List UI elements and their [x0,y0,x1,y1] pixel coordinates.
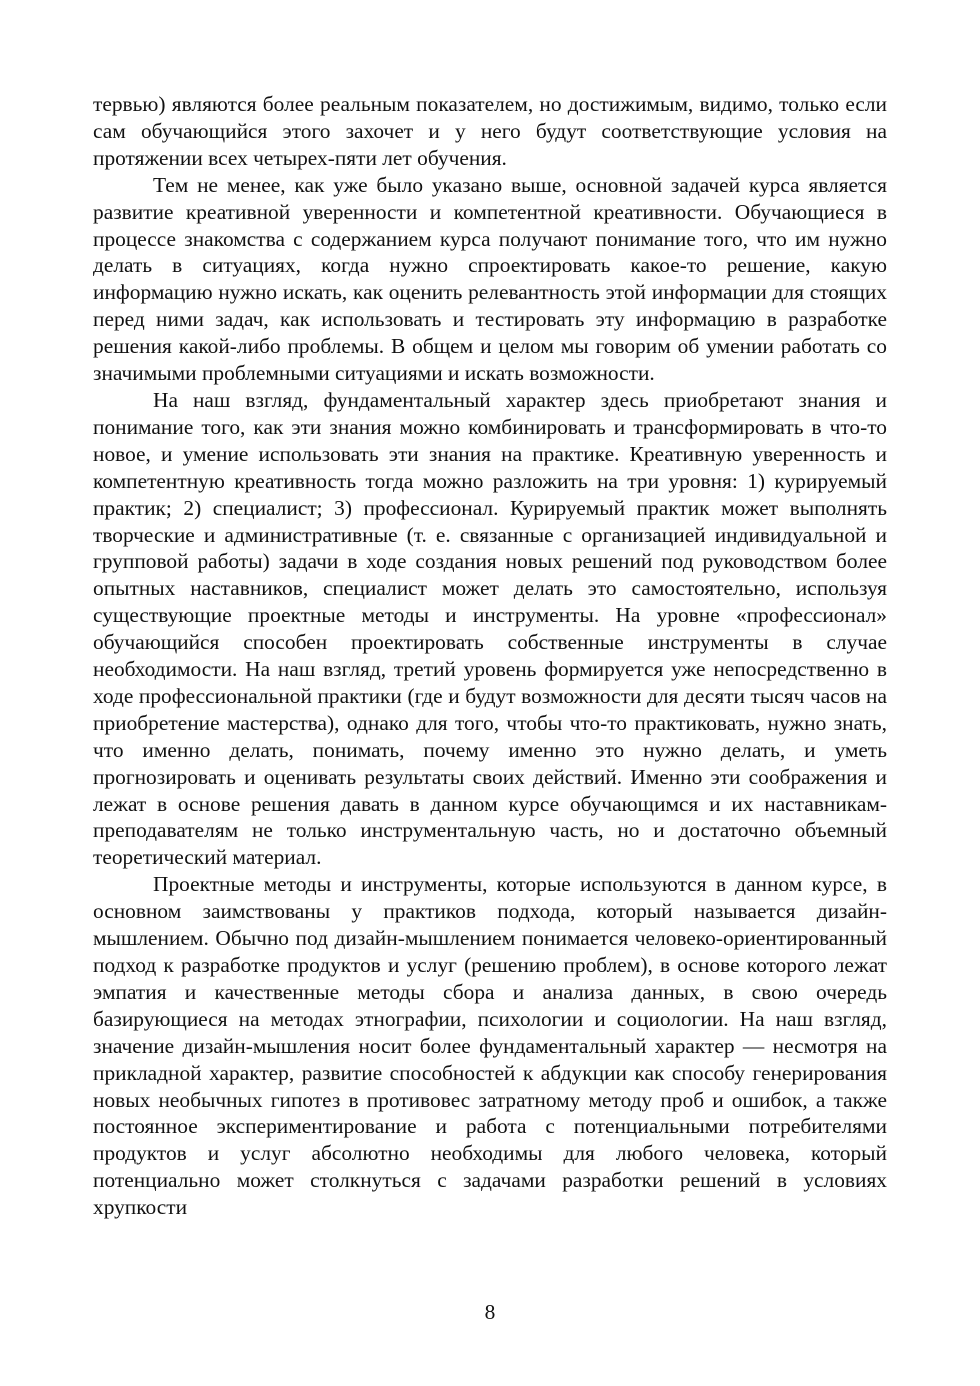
document-body [93,91,887,1221]
paragraph-3: На наш взгляд, фундаментальный характер здесь приобретают знания и понимание того, как эти знания можно комбинировать и трансформировать в что-то новое, и умение использовать эти знания на практике. Креативную уверенность и компетентную креативность тогда можно разложить на три уровня: 1) курируемый практик; 2) специалист; 3) профессионал. Курируемый практик может выполнять творческие и административные (т. е. связанные с организацией индивидуальной и групповой работы) задачи в ходе создания новых решений под руководством более опытных наставников, специалист может делать это самостоятельно, используя существующие проектные методы и инструменты. На уровне «профессионал» обучающийся способен проектировать собственные инструменты в случае необходимости. На наш взгляд, третий уровень формируется уже непосредственно в ходе профессиональной практики (где и будут возможности для десяти тысяч часов на приобретение мастерства), однако для того, чтобы что-то практиковать, нужно знать, что именно делать, понимать, почему именно это нужно делать, и уметь прогнозировать и оценивать результаты своих действий. Именно эти соображения и лежат в основе решения давать в данном курсе обучающимся и их наставникам-преподавателям не только инструментальную часть, но и достаточно объемный теоретический материал. [93,387,887,870]
paragraph-1: тервью) являются более реальным показателем, но достижимым, видимо, только если сам обучающийся этого захочет и у него будут соответствующие условия на протяжении всех четырех-пяти лет обучения. [93,92,887,170]
page-number: 8 [484,1300,496,1324]
paragraph-2: Тем не менее, как уже было указано выше, основной задачей курса является развитие креативной уверенности и компетентной креативности. Обучающиеся в процессе знакомства с содержанием курса получают понимание того, что им нужно делать в ситуациях, когда нужно спроектировать какое-то решение, какую информацию нужно искать, как оценить релевантность этой информации для стоящих перед ними задач, как использовать и тестировать эту информацию в разработке решения какой-либо проблемы. В общем и целом мы говорим об умении работать со значимыми проблемными ситуациями и искать возможности. [93,172,887,386]
paragraph-4: Проектные методы и инструменты, которые используются в данном курсе, в основном заимствованы у практиков подхода, который называется дизайн-мышлением. Обычно под дизайн-мышлением понимается человеко-ориентированный подход к разработке продуктов и услуг (решению проблем), в основе которого лежат эмпатия и качественные методы сбора и анализа данных, в свою очередь базирующиеся на методах этнографии, психологии и социологии. На наш взгляд, значение дизайн-мышления носит более фундаментальный характер — несмотря на прикладной характер, развитие способностей к абдукции как способу генерирования новых необычных гипотез в противовес затратному методу проб и ошибок, а также постоянное экспериментирование и работа с потенциальными потребителями продуктов и услуг абсолютно необходимы для любого человека, который потенциально может столкнуться с задачами разработки решений в условиях хрупкости [93,872,887,1220]
